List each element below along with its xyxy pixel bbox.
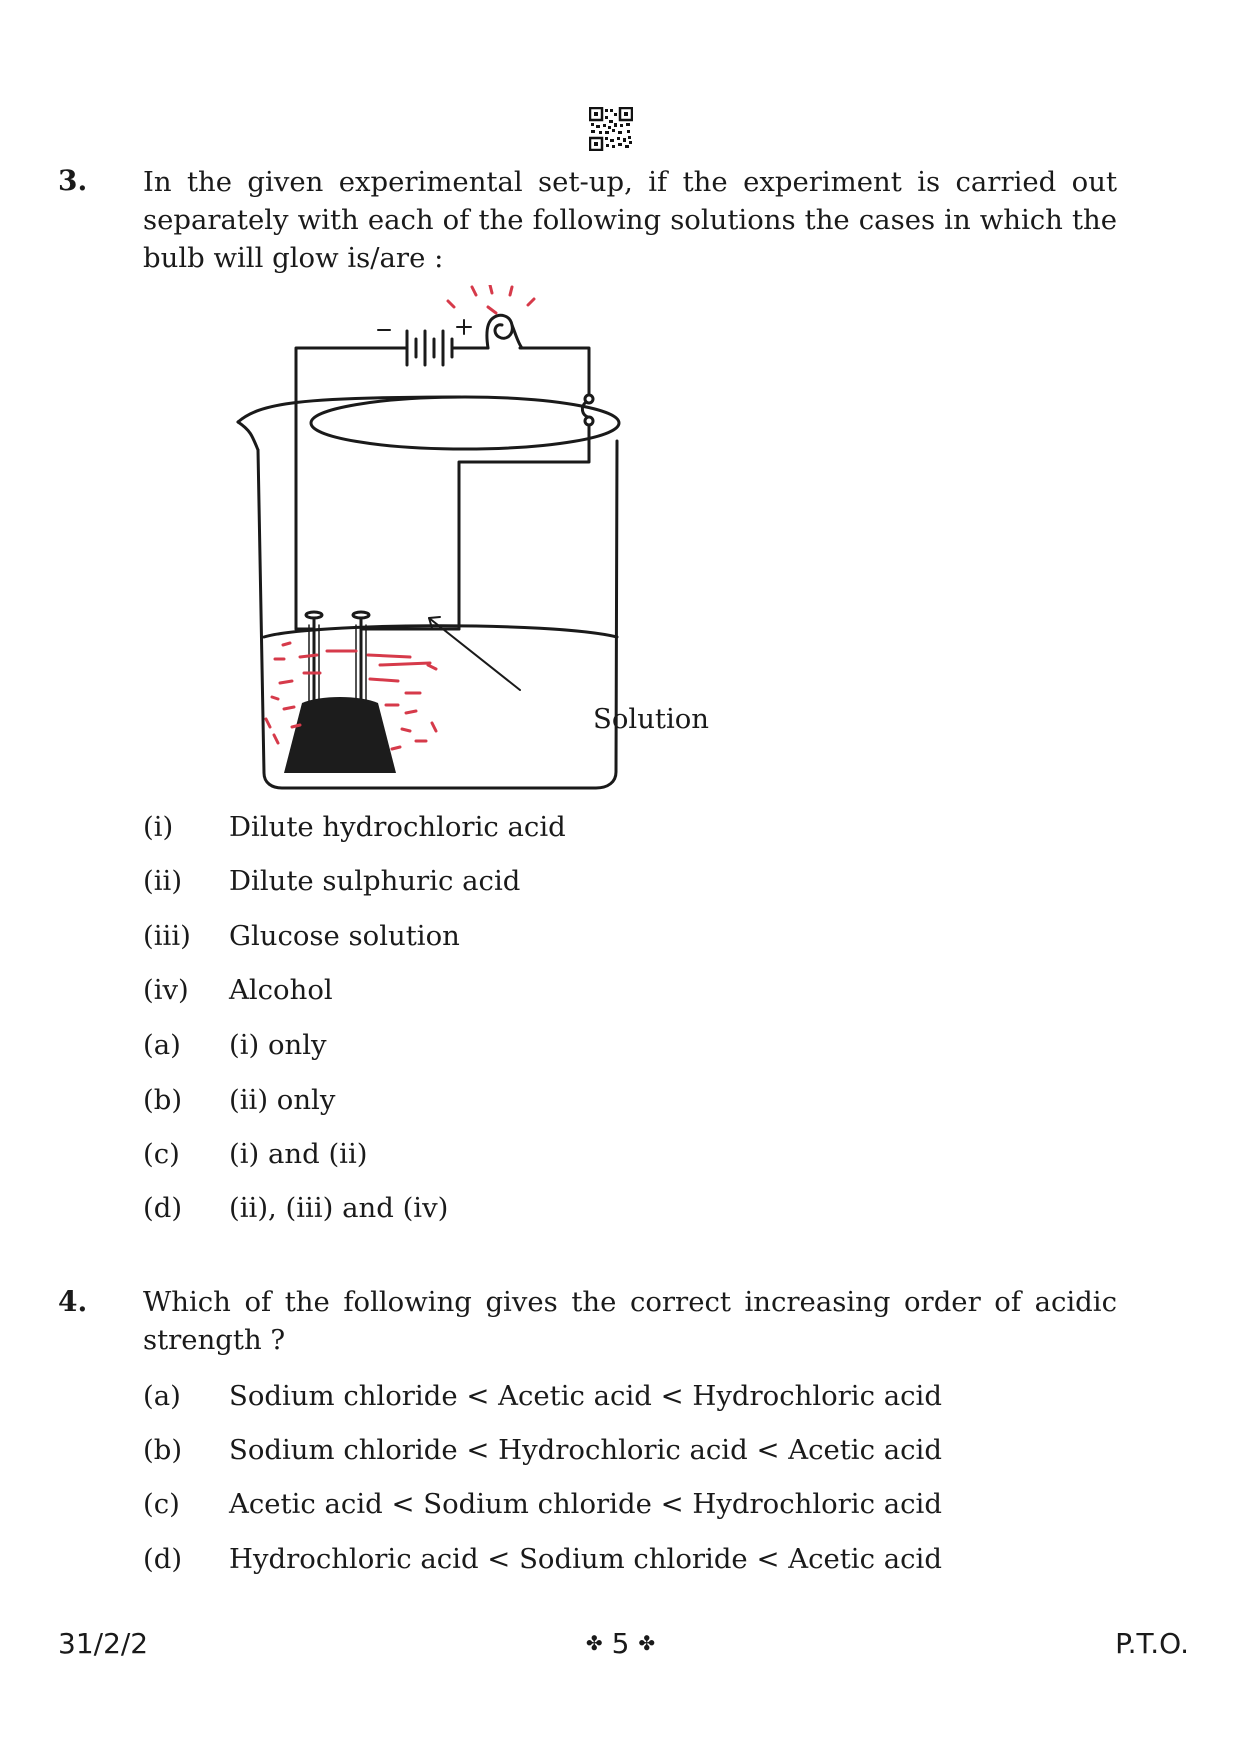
pto-label: P.T.O.: [1115, 1627, 1189, 1660]
qr-code-icon: [589, 107, 633, 151]
item-label: (iii): [143, 920, 191, 952]
page-number: [0, 1627, 1241, 1660]
bulb-glow-rays: [448, 285, 534, 313]
beaker-icon: [238, 397, 619, 788]
ornament-right-icon: ✤: [638, 1631, 656, 1655]
option-label: (b): [143, 1084, 183, 1116]
paper-code: 31/2/2: [58, 1627, 149, 1660]
option-label: (d): [143, 1192, 183, 1224]
item-text: Glucose solution: [229, 920, 460, 952]
right-wire-top: [522, 348, 589, 395]
option-text: Sodium chloride < Hydrochloric acid < Acetic acid: [229, 1434, 942, 1466]
option-text: Acetic acid < Sodium chloride < Hydrochloric acid: [229, 1488, 942, 1520]
question-3-text: In the given experimental set-up, if the experiment is carried out separately with each of the following solutions the cases in which the bulb will glow is/are :: [143, 166, 1117, 274]
page-number-value: 5: [611, 1627, 630, 1660]
question-4-number: 4.: [58, 1285, 88, 1318]
rubber-cork: [284, 697, 396, 773]
question-4-text: Which of the following gives the correct increasing order of acidic strength ?: [143, 1286, 1117, 1356]
option-text: (i) and (ii): [229, 1138, 368, 1170]
option-label: (c): [143, 1488, 180, 1520]
solution-pointer-line: [429, 618, 520, 690]
option-label: (b): [143, 1434, 183, 1466]
option-text: (i) only: [229, 1029, 327, 1061]
question-3-number: 3.: [58, 164, 88, 197]
switch-icon: [582, 395, 593, 425]
electrode-left: [296, 612, 322, 705]
option-label: (a): [143, 1029, 181, 1061]
item-text: Dilute hydrochloric acid: [229, 811, 566, 843]
solution-label: Solution: [593, 703, 710, 735]
item-label: (i): [143, 811, 174, 843]
item-text: Alcohol: [229, 974, 333, 1006]
option-text: Hydrochloric acid < Sodium chloride < Acetic acid: [229, 1543, 942, 1575]
option-text: (ii) only: [229, 1084, 336, 1116]
item-text: Dilute sulphuric acid: [229, 865, 521, 897]
item-label: (iv): [143, 974, 189, 1006]
ornament-left-icon: ✤: [585, 1631, 603, 1655]
option-label: (a): [143, 1380, 181, 1412]
option-label: (c): [143, 1138, 180, 1170]
option-text: (ii), (iii) and (iv): [229, 1192, 449, 1224]
option-text: Sodium chloride < Acetic acid < Hydrochloric acid: [229, 1380, 942, 1412]
item-label: (ii): [143, 865, 183, 897]
right-wire-bottom: [459, 425, 589, 629]
option-label: (d): [143, 1543, 183, 1575]
